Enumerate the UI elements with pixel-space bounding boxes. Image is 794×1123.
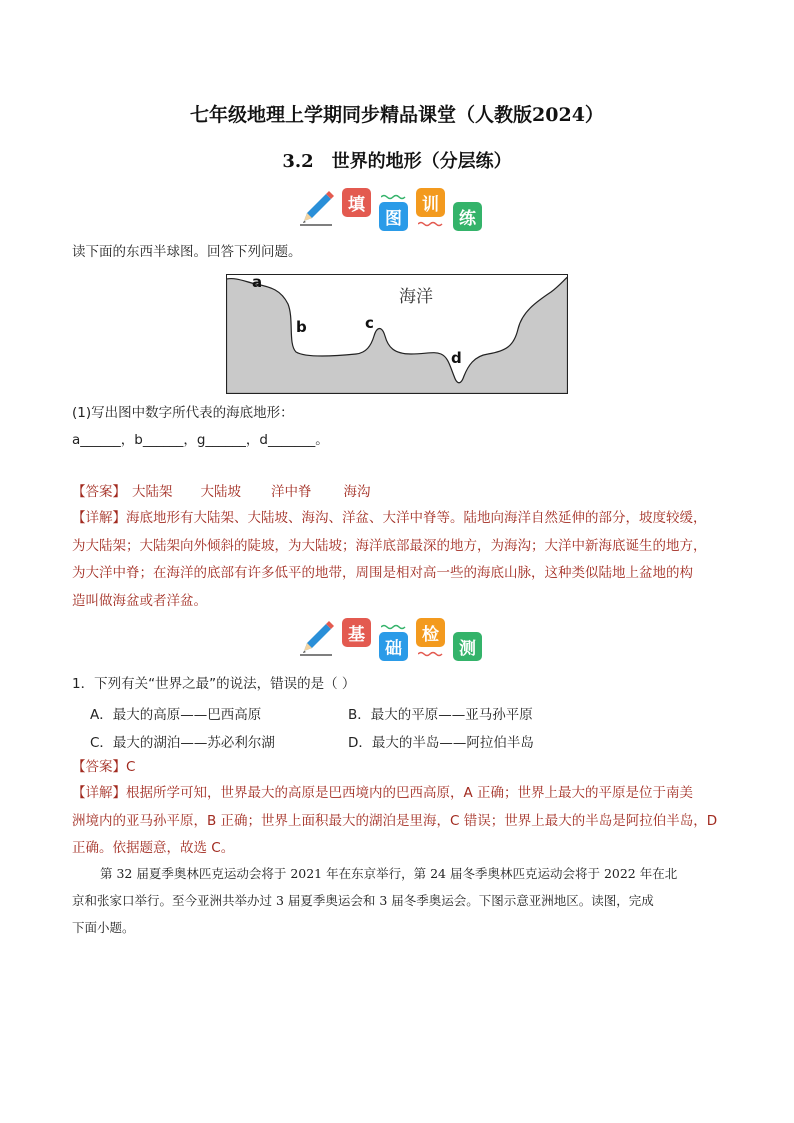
- answer-b: 大陆坡: [200, 484, 241, 500]
- intro-text: 读下面的东西半球图。回答下列问题。: [72, 244, 302, 260]
- answer-row-2: [72, 757, 135, 777]
- wave-decoration-icon: [418, 221, 443, 227]
- passage-line-1: 第 32 届夏季奥林匹克运动会将于 2021 年在东京举行，第 24 届冬季奥林匹克运动会将于 2022 年在北: [100, 866, 678, 881]
- wave-decoration-icon: [418, 651, 443, 657]
- detail-line: 正确。依据题意，故选 C。: [72, 840, 235, 856]
- tile-ji: 基: [342, 618, 371, 647]
- label-a: a: [252, 274, 263, 291]
- answer-c: 洋中脊: [271, 484, 312, 500]
- tile-xun-label: 训: [422, 195, 439, 215]
- tile-ce: 测: [453, 632, 482, 661]
- tile-chu-label: 础: [385, 639, 402, 659]
- pencil-icon: [298, 188, 334, 228]
- label-c: c: [365, 314, 374, 332]
- detail-block-1: [72, 505, 740, 615]
- option-b: B．最大的平原——亚马孙平原: [348, 707, 533, 723]
- detail-line: 为大陆架；大陆架向外倾斜的陡坡，为大陆坡；海洋底部最深的地方，为海沟；大洋中新海底诞生的地方，: [72, 537, 707, 554]
- ocean-label: 海洋: [399, 287, 433, 307]
- detail-line: 【详解】海底地形有大陆架、大陆坡、海沟、洋盆、大洋中脊等。陆地向海洋自然延伸的部分，坡度较缓，: [72, 510, 707, 526]
- answer-value: C: [126, 759, 136, 775]
- passage-line-2: 京和张家口举行。至今亚洲共举办过 3 届夏季奥运会和 3 届冬季奥运会。下图示意亚洲地区。读图，完成: [72, 893, 654, 908]
- tile-lian: 练: [453, 202, 482, 231]
- section-heading: [0, 147, 794, 173]
- answer-d: 海沟: [343, 484, 371, 500]
- detail-line: 洲境内的亚马孙平原，B 正确；世界上面积最大的湖泊是里海，C 错误；世界上最大的半岛是阿拉伯半岛，D: [72, 812, 718, 829]
- question-1-text: (1)写出图中数字所代表的海底地形：: [72, 405, 294, 421]
- answer-row-1: [72, 482, 371, 502]
- wave-decoration-icon: [381, 194, 406, 200]
- tile-jian-label: 检: [422, 625, 439, 645]
- tile-chu: [379, 632, 408, 661]
- detail-line: 造叫做海盆或者洋盆。: [72, 592, 207, 609]
- wave-decoration-icon: [381, 624, 406, 630]
- label-d: d: [451, 349, 462, 367]
- detail-line: 为大洋中脊；在海洋的底部有许多低平的地带，周围是相对高一些的海底山脉，这种类似陆地上盆地的构: [72, 565, 693, 581]
- banner-jichu-jiance: [298, 618, 490, 666]
- passage-line-3: 下面小题。: [72, 920, 135, 935]
- detail-tag: 【详解】: [72, 510, 126, 526]
- answer-tag: 【答案】: [72, 759, 126, 775]
- tile-xun: [416, 188, 445, 217]
- section-title: 世界的地形（分层练）: [331, 151, 512, 172]
- seafloor-profile-diagram: [226, 274, 568, 394]
- document-title: 七年级地理上学期同步精品课堂（人教版2024）: [190, 104, 604, 126]
- section-number: 3.2: [282, 151, 314, 172]
- answer-tag: 【答案】: [72, 484, 126, 500]
- pencil-icon: [298, 618, 334, 658]
- detail-tag: 【详解】: [72, 785, 126, 801]
- option-a: A．最大的高原——巴西高原: [90, 707, 262, 723]
- seafloor-figure: [226, 274, 568, 394]
- fill-blanks: a______，b______，g______，d_______。: [72, 432, 329, 448]
- option-c: C．最大的湖泊——苏必利尔湖: [90, 735, 275, 751]
- detail-block-2: [72, 780, 740, 863]
- tile-tian: 填: [342, 188, 371, 217]
- mc-question-stem: 1．下列有关“世界之最”的说法，错误的是（ ）: [72, 676, 356, 692]
- answer-a: 大陆架: [132, 484, 173, 500]
- option-d: D．最大的半岛——阿拉伯半岛: [348, 735, 534, 751]
- tile-tu-label: 图: [385, 209, 402, 229]
- banner-tiantu-xunlian: [298, 188, 490, 236]
- tile-jian: [416, 618, 445, 647]
- detail-line: 【详解】根据所学可知，世界最大的高原是巴西境内的巴西高原，A 正确；世界上最大的平原是位于南美: [72, 785, 694, 801]
- tile-tu: [379, 202, 408, 231]
- label-b: b: [296, 318, 307, 336]
